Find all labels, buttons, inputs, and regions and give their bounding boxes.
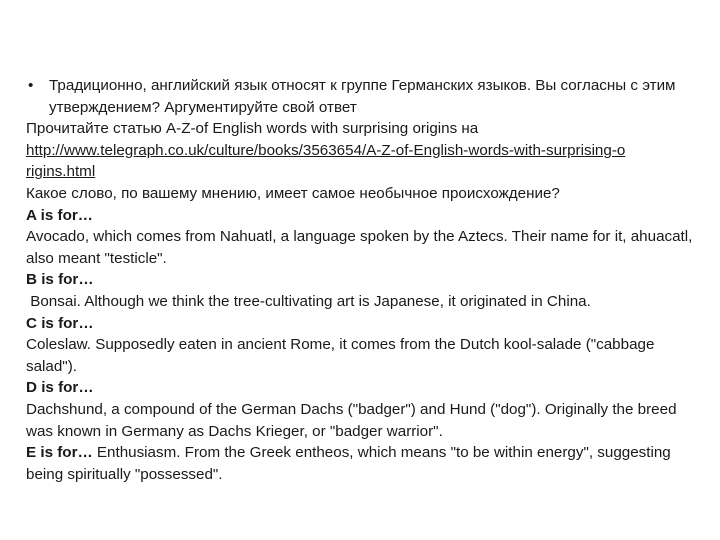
entry-b-heading: B is for… — [26, 271, 94, 289]
entry-e-heading: E is for… — [26, 444, 93, 462]
entry-e — [26, 442, 696, 485]
bullet-text: Традиционно, английский язык относят к группе Германских языков. Вы согласны с этим утверждением? Аргументируйте свой ответ — [49, 77, 676, 116]
bullet-marker: • — [28, 77, 34, 94]
entry-a-heading: A is for… — [26, 206, 93, 224]
entry-d-text: Dachshund, a compound of the German Dachs ("badger") and Hund ("dog"). Originally the breed was known in Germany as Dachs Krieger, or "badger warrior". — [26, 400, 677, 440]
entry-c-text: Coleslaw. Supposedly eaten in ancient Rome, it comes from the Dutch kool-salade ("cabbage salad"). — [26, 336, 655, 375]
question-text: Какое слово, по вашему мнению, имеет самое необычное происхождение? — [26, 184, 560, 202]
article-link[interactable]: http://www.telegraph.co.uk/culture/books/3563654/A-Z-of-English-words-with-surprising-origins.html — [26, 141, 626, 181]
entry-c-heading: C is for… — [26, 314, 94, 332]
bullet-item — [26, 75, 696, 118]
entry-e-text: Enthusiasm. From the Greek entheos, which means "to be within energy", suggesting being spiritually "possessed". — [26, 444, 675, 483]
entry-b-text: Bonsai. Although we think the tree-cultivating art is Japanese, it originated in China. — [26, 292, 591, 310]
slide-body — [26, 75, 696, 485]
read-instruction: Прочитайте статью A-Z-of English words with surprising origins на — [26, 120, 479, 138]
entry-d-heading: D is for… — [26, 379, 94, 397]
entry-a-text: Avocado, which comes from Nahuatl, a language spoken by the Aztecs. Their name for it, ahuacatl, also meant "testicle". — [26, 228, 693, 267]
